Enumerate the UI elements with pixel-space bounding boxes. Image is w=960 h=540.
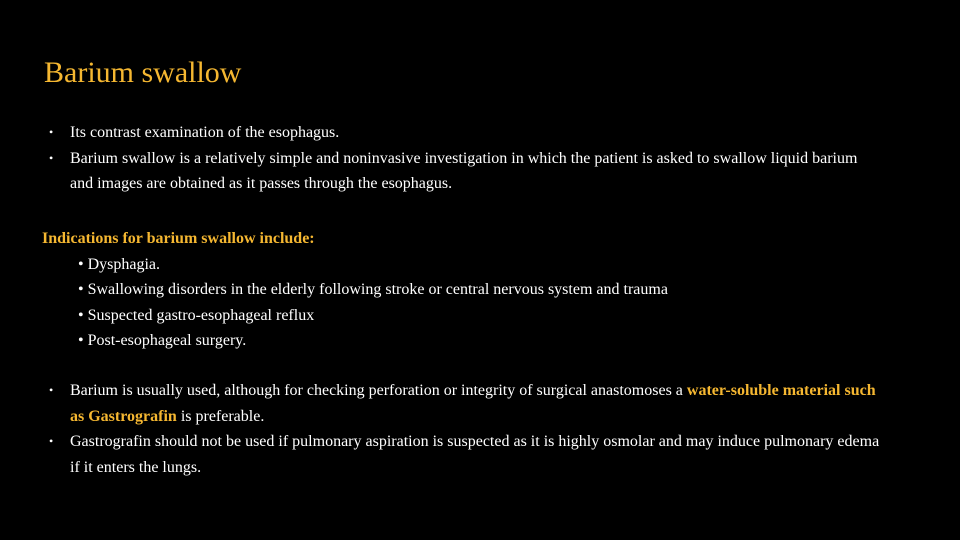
indication-item: • Post-esophageal surgery. bbox=[78, 332, 247, 349]
bullet-item bbox=[0, 120, 960, 146]
bullet-icon: • bbox=[49, 383, 54, 397]
bullet-text-part: is preferable. bbox=[176, 407, 265, 425]
slide-title: Barium swallow bbox=[44, 56, 242, 89]
indication-item: • Suspected gastro-esophageal reflux bbox=[78, 306, 315, 324]
indication-item: • Swallowing disorders in the elderly following stroke or central nervous system and trauma bbox=[78, 281, 668, 298]
indications-heading: Indications for barium swallow include: bbox=[42, 230, 315, 247]
bullet-icon: • bbox=[49, 150, 54, 165]
indication-item: • Dysphagia. bbox=[78, 255, 161, 273]
bullet-item bbox=[0, 146, 960, 197]
bullet-text-part: Gastrografin should not be used if pulmonary aspiration is suspected as it is highly osmolar and may induce pulmonary edema if it enters the lungs. bbox=[70, 433, 880, 476]
bullet-text: Barium swallow is a relatively simple and noninvasive investigation in which the patient is asked to swallow liquid barium and images are obtained as it passes through the esophagus. bbox=[70, 149, 858, 192]
indications-list bbox=[42, 252, 922, 354]
bullet-item bbox=[0, 429, 960, 480]
bullet-text: Its contrast examination of the esophagus. bbox=[70, 124, 340, 141]
closing-bullet-list bbox=[0, 378, 960, 480]
highlighted-text: water-soluble material such as Gastrografin bbox=[70, 382, 876, 425]
bullet-icon: • bbox=[49, 125, 54, 139]
bullet-item bbox=[0, 378, 960, 429]
bullet-icon: • bbox=[49, 434, 54, 448]
intro-bullet-list bbox=[0, 120, 960, 197]
bullet-text-part: Barium is usually used, although for checking perforation or integrity of surgical anastomoses a bbox=[70, 382, 687, 399]
indications-section bbox=[42, 226, 922, 354]
